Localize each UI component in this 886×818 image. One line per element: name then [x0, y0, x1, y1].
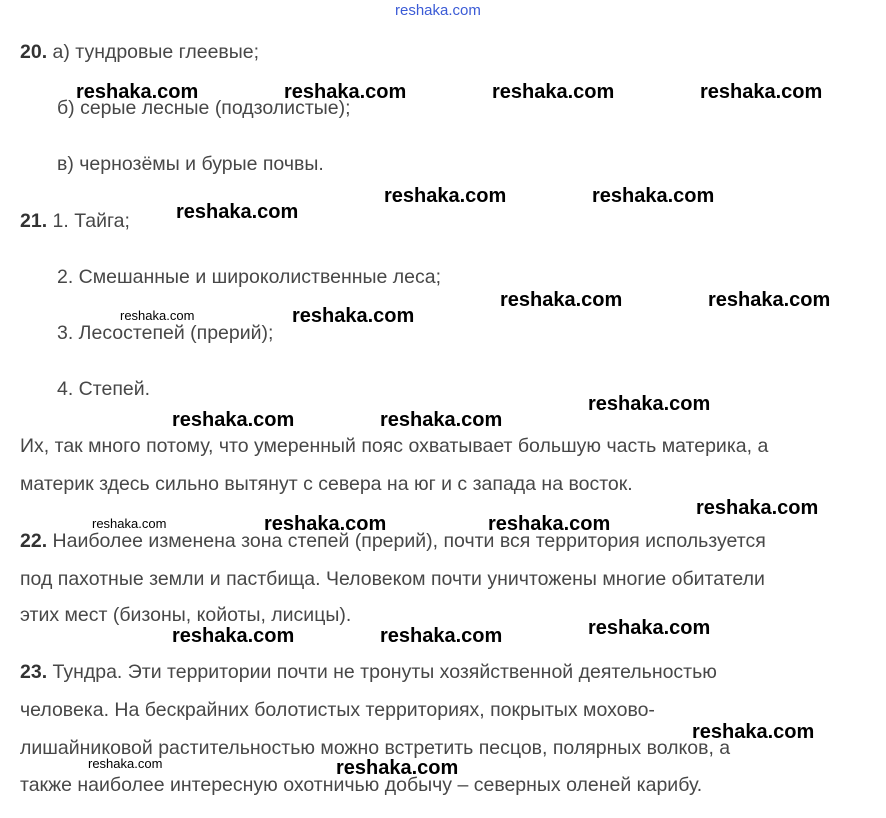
watermark: reshaka.com	[88, 756, 163, 771]
answer-23-line-4: также наиболее интересную охотничью добычу – северных оленей карибу.	[20, 774, 703, 796]
watermark: reshaka.com	[76, 81, 199, 103]
answer-22-line-3: этих мест (бизоны, койоты, лисицы).	[20, 604, 352, 626]
answer-text: Тундра. Эти территории почти не тронуты хозяйственной деятельностью	[52, 661, 717, 683]
watermark: reshaka.com	[92, 516, 167, 531]
watermark: reshaka.com	[492, 81, 615, 103]
answer-number: 21.	[20, 210, 48, 232]
answer-23-line-1	[20, 660, 717, 684]
answer-20-line-c: в) чернозёмы и бурые почвы.	[57, 153, 324, 175]
watermark: reshaka.com	[176, 201, 299, 223]
watermark: reshaka.com	[500, 289, 623, 311]
answer-21-line-4: 4. Степей.	[57, 378, 151, 400]
answer-number: 22.	[20, 530, 48, 552]
watermark: reshaka.com	[380, 409, 503, 431]
watermark: reshaka.com	[696, 497, 819, 519]
watermark: reshaka.com	[592, 185, 715, 207]
watermark: reshaka.com	[380, 625, 503, 647]
watermark: reshaka.com	[708, 289, 831, 311]
answer-20-line-b: б) серые лесные (подзолистые);	[57, 97, 351, 119]
answer-21-line-3: 3. Лесостепей (прерий);	[57, 322, 274, 344]
answer-21-line-1	[20, 209, 130, 233]
watermark: reshaka.com	[488, 513, 611, 535]
watermark: reshaka.com	[120, 308, 195, 323]
answer-21-paragraph-1: Их, так много потому, что умеренный пояс охватывает большую часть материка, а	[20, 435, 769, 457]
watermark: reshaka.com	[336, 757, 459, 779]
answer-22-line-2: под пахотные земли и пастбища. Человеком почти уничтожены многие обитатели	[20, 568, 765, 590]
watermark: reshaka.com	[700, 81, 823, 103]
answer-text: а) тундровые глеевые;	[52, 41, 260, 63]
watermark: reshaka.com	[172, 625, 295, 647]
answer-21-line-2: 2. Смешанные и широколиственные леса;	[57, 266, 442, 288]
watermark: reshaka.com	[284, 81, 407, 103]
answer-text: 1. Тайга;	[52, 210, 130, 232]
answer-text: Наиболее изменена зона степей (прерий), почти вся территория используется	[52, 530, 766, 552]
answer-21-paragraph-2: материк здесь сильно вытянут с севера на юг и с запада на восток.	[20, 473, 633, 495]
watermark: reshaka.com	[172, 409, 295, 431]
watermark: reshaka.com	[692, 721, 815, 743]
header-watermark: reshaka.com	[395, 2, 481, 19]
answer-20-line-a	[20, 40, 259, 64]
answer-23-line-2: человека. На бескрайних болотистых территориях, покрытых мохово-	[20, 699, 655, 721]
watermark: reshaka.com	[384, 185, 507, 207]
watermark: reshaka.com	[264, 513, 387, 535]
watermark: reshaka.com	[588, 393, 711, 415]
answer-number: 20.	[20, 41, 48, 63]
answer-23-line-3: лишайниковой растительностью можно встретить песцов, полярных волков, а	[20, 737, 731, 759]
answer-number: 23.	[20, 661, 48, 683]
watermark: reshaka.com	[588, 617, 711, 639]
watermark: reshaka.com	[292, 305, 415, 327]
answer-22-line-1	[20, 529, 766, 553]
